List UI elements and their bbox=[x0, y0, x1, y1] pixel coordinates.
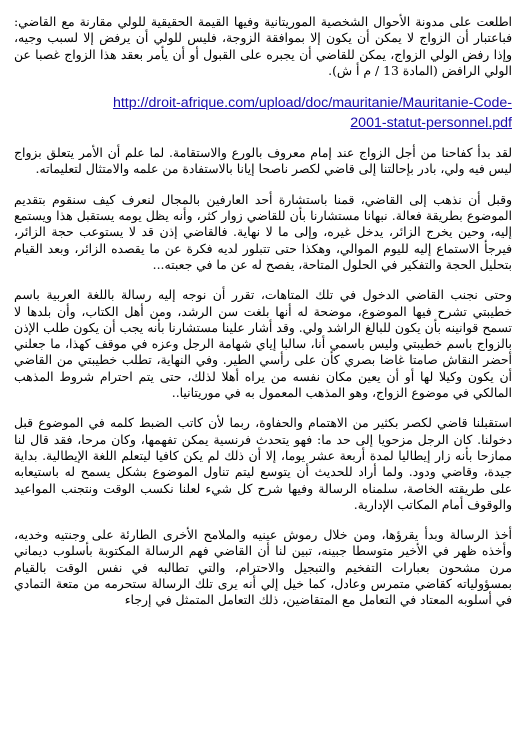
source-link-line2: 2001-statut-personnel.pdf bbox=[350, 115, 512, 132]
paragraph-consultation: وقبل أن نذهب إلى القاضي، قمنا باستشارة أحد العارفين بالمجال لنعرف كيف سنقوم بتقديم الموضوع بطريقة فعالة. نبهانا مستشارنا بأن للقاضي زوار كثر، وأنه يظل يومه يستقبل هذا ويستمع إليه، وحين يخرج الزائر، يدخل غيره، وإلى ما لا نهاية. فالقاضي إذن قد لا يستوعب حجة الزائر، فيرجأ الاستماع إليه لليوم الموالي، وهكذا حتى تتبلور لديه فكرة عن ما يقصده الزائر، وبعد القيام بتحليل الحجة والتفكير في الحلول المتاحة، يفصح له عن ما في جعبته... bbox=[14, 191, 512, 272]
source-link[interactable] bbox=[113, 95, 512, 131]
paragraph-letter-plan: وحتى نجنب القاضي الدخول في تلك المتاهات، تقرر أن نوجه إليه رسالة باللغة العربية باسم خطيبتي تشرح فيها الموضوع، موضحة له أنها بلغت سن الرشد، ومن أهل الكتاب، وأن بلدها لا تسمح قوانينه بأن يكون للبالغ الراشد ولي. وقد أشار علينا مستشارنا بأنه يجب أن يكون طلب الإذن بالزواج باسم خطيبتي وليس باسمي أنا، سالبا إياي شهامة الرجل وعزه في موقف كهذا، ما جعلني أحضر النقاش صامتا غاضا بصري كأن على رأسي الطير. وفي النهاية، تطلب خطيبتي من القاضي أن يكون وكيلا لها أو أن يعين مكان نفسه من يراه أهلا لذلك، حتى يتم احترام شروط المذهب المالكي في موضوع الزواج، وهو المذهب المعمول به في موريتانيا.. bbox=[14, 287, 512, 401]
source-link-block bbox=[14, 93, 512, 133]
source-link-line1: http://droit-afrique.com/upload/doc/mauritanie/Mauritanie-Code- bbox=[112, 95, 512, 112]
paragraph-reading-letter: أخذ الرسالة وبدأ يقرؤها، ومن خلال رموش عينيه والملامح الأخرى الطارئة على وجنتيه وخديه، وأخذه ظهر في الأخير متوسطا جبينه، تبين لنا أن القاضي فهم الرسالة المكتوبة بأسلوب ديماني مرن مشحون بعبارات التفخيم والتبجيل والاحترام، والتي تطالبه في نفس الوقت بالقيام بمسؤولياته كقاضي متمرس وعادل، كما خيل إلي أنه يرى تلك الرسالة ستحرمه من متعة التمادي في أسلوبه المعتاد في التعامل مع المتقاضين، ذلك التعامل المتمثل في إرجاء bbox=[14, 527, 512, 608]
paragraph-mudawwana: اطلعت على مدونة الأحوال الشخصية الموريتانية وفيها القيمة الحقيقية للولي مقارنة مع القاضي: فباعتبار أن الزواج لا يمكن أن يكون إلا بموافقة الزوجة، فليس للولي أن يرفض إلا لسبب وجيه، وإذا رفض الولي الزواج، يمكن للقاضي أن يجبره على القبول أو أن يأمر بعقد هذا الزواج غصبا عن الولي الرافض (المادة 13 / م أ ش). bbox=[14, 14, 512, 78]
paragraph-reception: استقبلنا قاضي لكصر بكثير من الاهتمام والحفاوة، ربما لأن كاتب الضبط كلمه في الموضوع قبل دخولنا. كان الرجل مزحويا إلى حد ما: فهو يتحدث فرنسية يمكن تفهمها، وكان مرحا، فقد قال لنا ممازحا بأنه زار إيطاليا لمدة أربعة عشر يوما، إلا أن ذلك لم يكن كافيا ليتعلم اللغة الإيطالية. بداية جيدة، وقاضي ودود. ولما أراد للحديث أن يتوسع ليتم تناول الموضوع بشكل يسمح له باستيعابه على طريقته الخاصة، سلمناه الرسالة وفيها شرح كل شيء لعلنا نكسب الوقت ونتجنب المواعيد والوقوف أمام المكاتب الإدارية. bbox=[14, 415, 512, 512]
paragraph-imam: لقد بدأ كفاحنا من أجل الزواج عند إمام معروف بالورع والاستقامة. لما علم أن الأمر يتعلق بزواج ليس فيه ولي، بادر بإحالتنا إلى قاضي لكصر ناصحا إيانا بالاستفادة من علمه والامتثال لتعليماته. bbox=[14, 145, 512, 177]
